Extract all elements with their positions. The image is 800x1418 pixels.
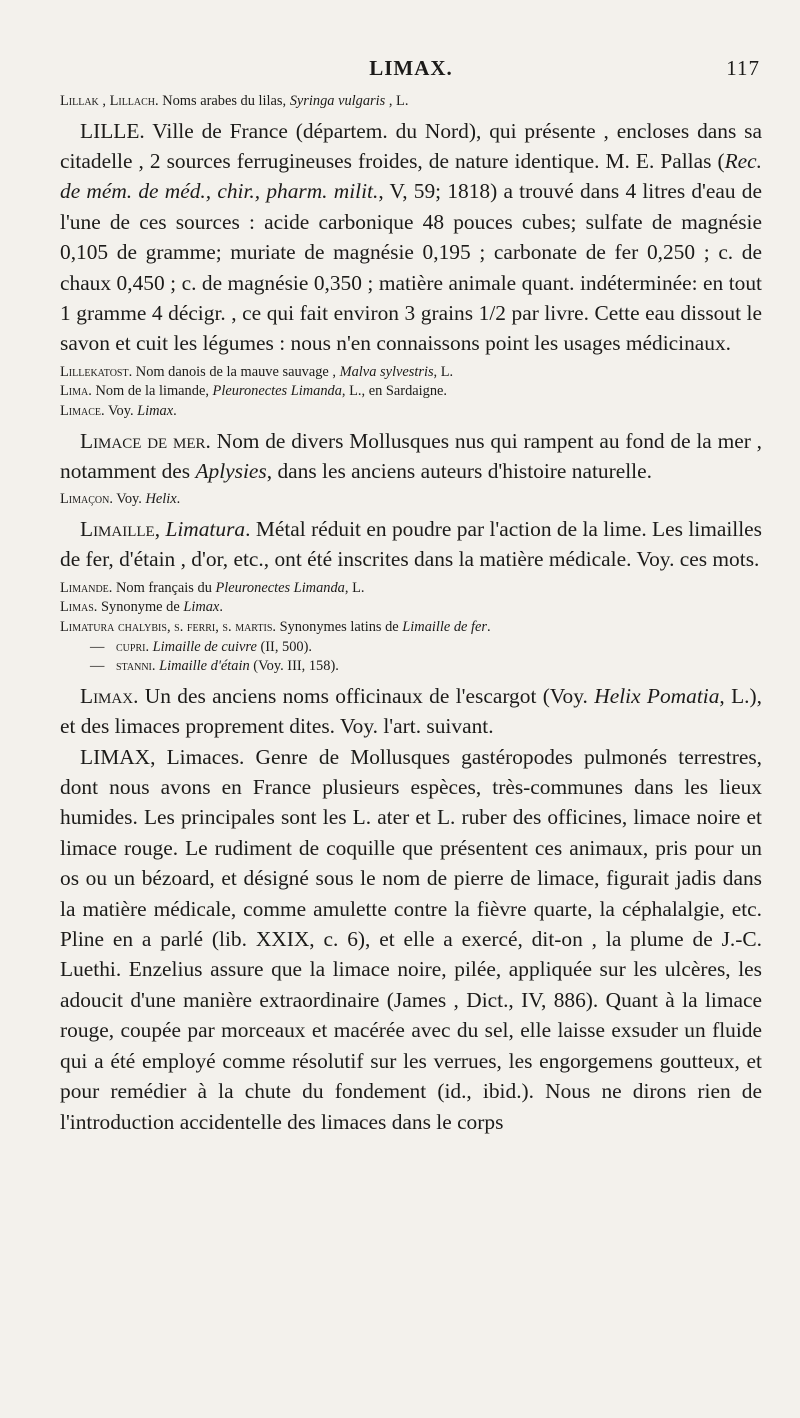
entry-italic: Limaille d'étain [159,658,250,675]
entry-italic: Limax [137,403,174,420]
entry-italic: Limaille de fer [402,619,488,636]
entry-limace [60,402,762,422]
entry-tail: , L.), et des limaces proprement dites. Voy. l'art. suivant. [60,683,762,739]
entry-italic: Syringa vulgaris [289,93,386,109]
entry-tail: (II, 500). [256,638,312,655]
entry-headword: Limax. [80,683,139,708]
entry-lillak [60,92,762,112]
entry-italic: Limaille de cuivre [152,638,257,655]
entry-limas [60,598,762,618]
entry-headword: Limatura chalybis, s. ferri, s. martis. [60,619,276,636]
entry-italic: Pleuronectes Limanda [215,579,345,596]
entry-text: Voy. [112,491,146,508]
entry-headword: LILLE. [80,118,145,143]
entry-stanni [60,657,762,677]
entry-tail: , L. [385,93,409,109]
entry-tail: , L. [344,579,365,596]
entry-tail: . [176,491,181,508]
entry-limax-2 [60,742,762,1137]
entry-text: Un des anciens noms officinaux de l'escargot (Voy. [138,683,595,708]
entry-tail: . [487,619,491,636]
entry-dash: — [90,638,105,655]
entry-text: Nom danois de la mauve sauvage , [132,363,340,380]
entry-headword: Limas. [60,599,98,616]
entry-text: Synonyme de [97,599,184,616]
entry-text: Synonymes latins de [275,619,403,636]
entry-tail: . [219,599,223,616]
entry-text: Noms arabes du lilas, [158,93,290,109]
entry-text: Voy. [104,403,138,420]
entry-list [60,92,762,1137]
entry-text: Nom français du [112,579,216,596]
page-number: 117 [726,56,760,80]
entry-italic: Aplysies [195,459,267,484]
entry-headword: Limace de mer. [80,428,211,453]
entry-limace-de-mer [60,426,762,487]
entry-italic: Helix Pomatia [594,683,720,708]
entry-headword: Limaçon. [60,491,113,508]
entry-dash: — [90,658,105,675]
running-head: LIMAX. [369,56,453,80]
page-header [60,56,762,92]
entry-tail: , V, 59; 1818) a trouvé dans 4 litres d'eau de l'une de ces sources : acide carbonique 48 pouces cubes; sulfate de magnésie 0,105 de gramme; muriate de magnésie 0,195 ; carbonate de fer 0,250 ; c. de chaux 0,450 ; c. de magnésie 0,350 ; matière animale quant. indéterminée: en tout 1 gramme 4 décigr. , ce qui fait environ 3 grains 1/2 par livre. Cette eau dissout le savon et cuit les légumes : nous n'en connaissons point les usages médicinaux. [60,179,762,356]
entry-italic: Malva sylvestris [339,363,434,380]
entry-italic: Limatura [165,517,246,542]
entry-italic: Limax [183,599,220,616]
entry-tail: , dans les anciens auteurs d'histoire naturelle. [266,459,652,484]
entry-limax-1 [60,681,762,742]
entry-headword: Limaille, [80,517,161,542]
entry-headword: Lillak , Lillach. [60,93,159,109]
entry-limande [60,579,762,599]
entry-lillekatost [60,363,762,383]
entry-text: Ville de France (départem. du Nord), qui présente , encloses dans sa citadelle , 2 sources ferrugineuses froides, de nature identique. M. E. Pallas ( [60,118,762,173]
entry-headword: Lima. [60,383,92,400]
entry-tail: , L. [433,363,454,380]
entry-limatura [60,618,762,638]
entry-tail: (Voy. III, 158). [249,658,339,675]
entry-headword: stanni. [116,658,156,675]
entry-text: Nom de la limande, [91,383,213,400]
entry-tail: , L., en Sardaigne. [341,383,448,400]
entry-headword: Lillekatost. [60,363,133,380]
entry-italic: Helix [145,491,177,508]
entry-italic: Rec. de mém. de méd., chir., pharm. milit. [60,149,762,204]
entry-tail: . Métal réduit en poudre par l'action de la lime. Les limailles de fer, d'étain , d'or, etc., ont été inscrites dans la matière médicale. Voy. ces mots. [60,517,762,572]
entry-headword: LIMAX, [80,744,156,769]
entry-headword: cupri. [116,638,150,655]
entry-text: Limaces. Genre de Mollusques gastéropodes pulmonés terrestres, dont nous avons en France plusieurs espèces, très-communes dans les lieux humides. Les principales sont les L. ater et L. ruber des officines, limace noire et limace rouge. Le rudiment de coquille que présentent ces animaux, pris pour un os ou un bézoard, et désigné sous le nom de pierre de limace, figurait jadis dans la matière médicale, comme amulette contre la fièvre quarte, la céphalalgie, etc. Pline en a parlé (lib. XXIX, c. 6), et elle a exercé, dit-on , la plume de J.-C. Luethi. Enzelius assure que la limace noire, pilée, appliquée sur les ulcères, les adoucit d'une manière extraordinaire (James , Dict., IV, 886). Quant à la limace rouge, coupée par morceaux et macérée avec du sel, elle laisse exsuder un fluide qui a été employé comme résolutif sur les verrues, les engorgemens goutteux, et pour remédier à la chute du fondement (id., ibid.). Nous ne dirons rien de l'introduction accidentelle des limaces dans le corps [60,744,762,1134]
entry-text: Nom de divers Mollusques nus qui rampent au fond de la mer , notamment des [60,428,762,484]
entry-headword: Limace. [60,403,105,420]
entry-limaille [60,514,762,575]
entry-italic: Pleuronectes Limanda [212,383,342,400]
entry-headword: Limande. [60,579,113,596]
entry-lima [60,382,762,402]
entry-limacon [60,490,762,510]
entry-lille [60,116,762,359]
entry-tail: . [173,403,177,420]
entry-cupri [60,638,762,658]
